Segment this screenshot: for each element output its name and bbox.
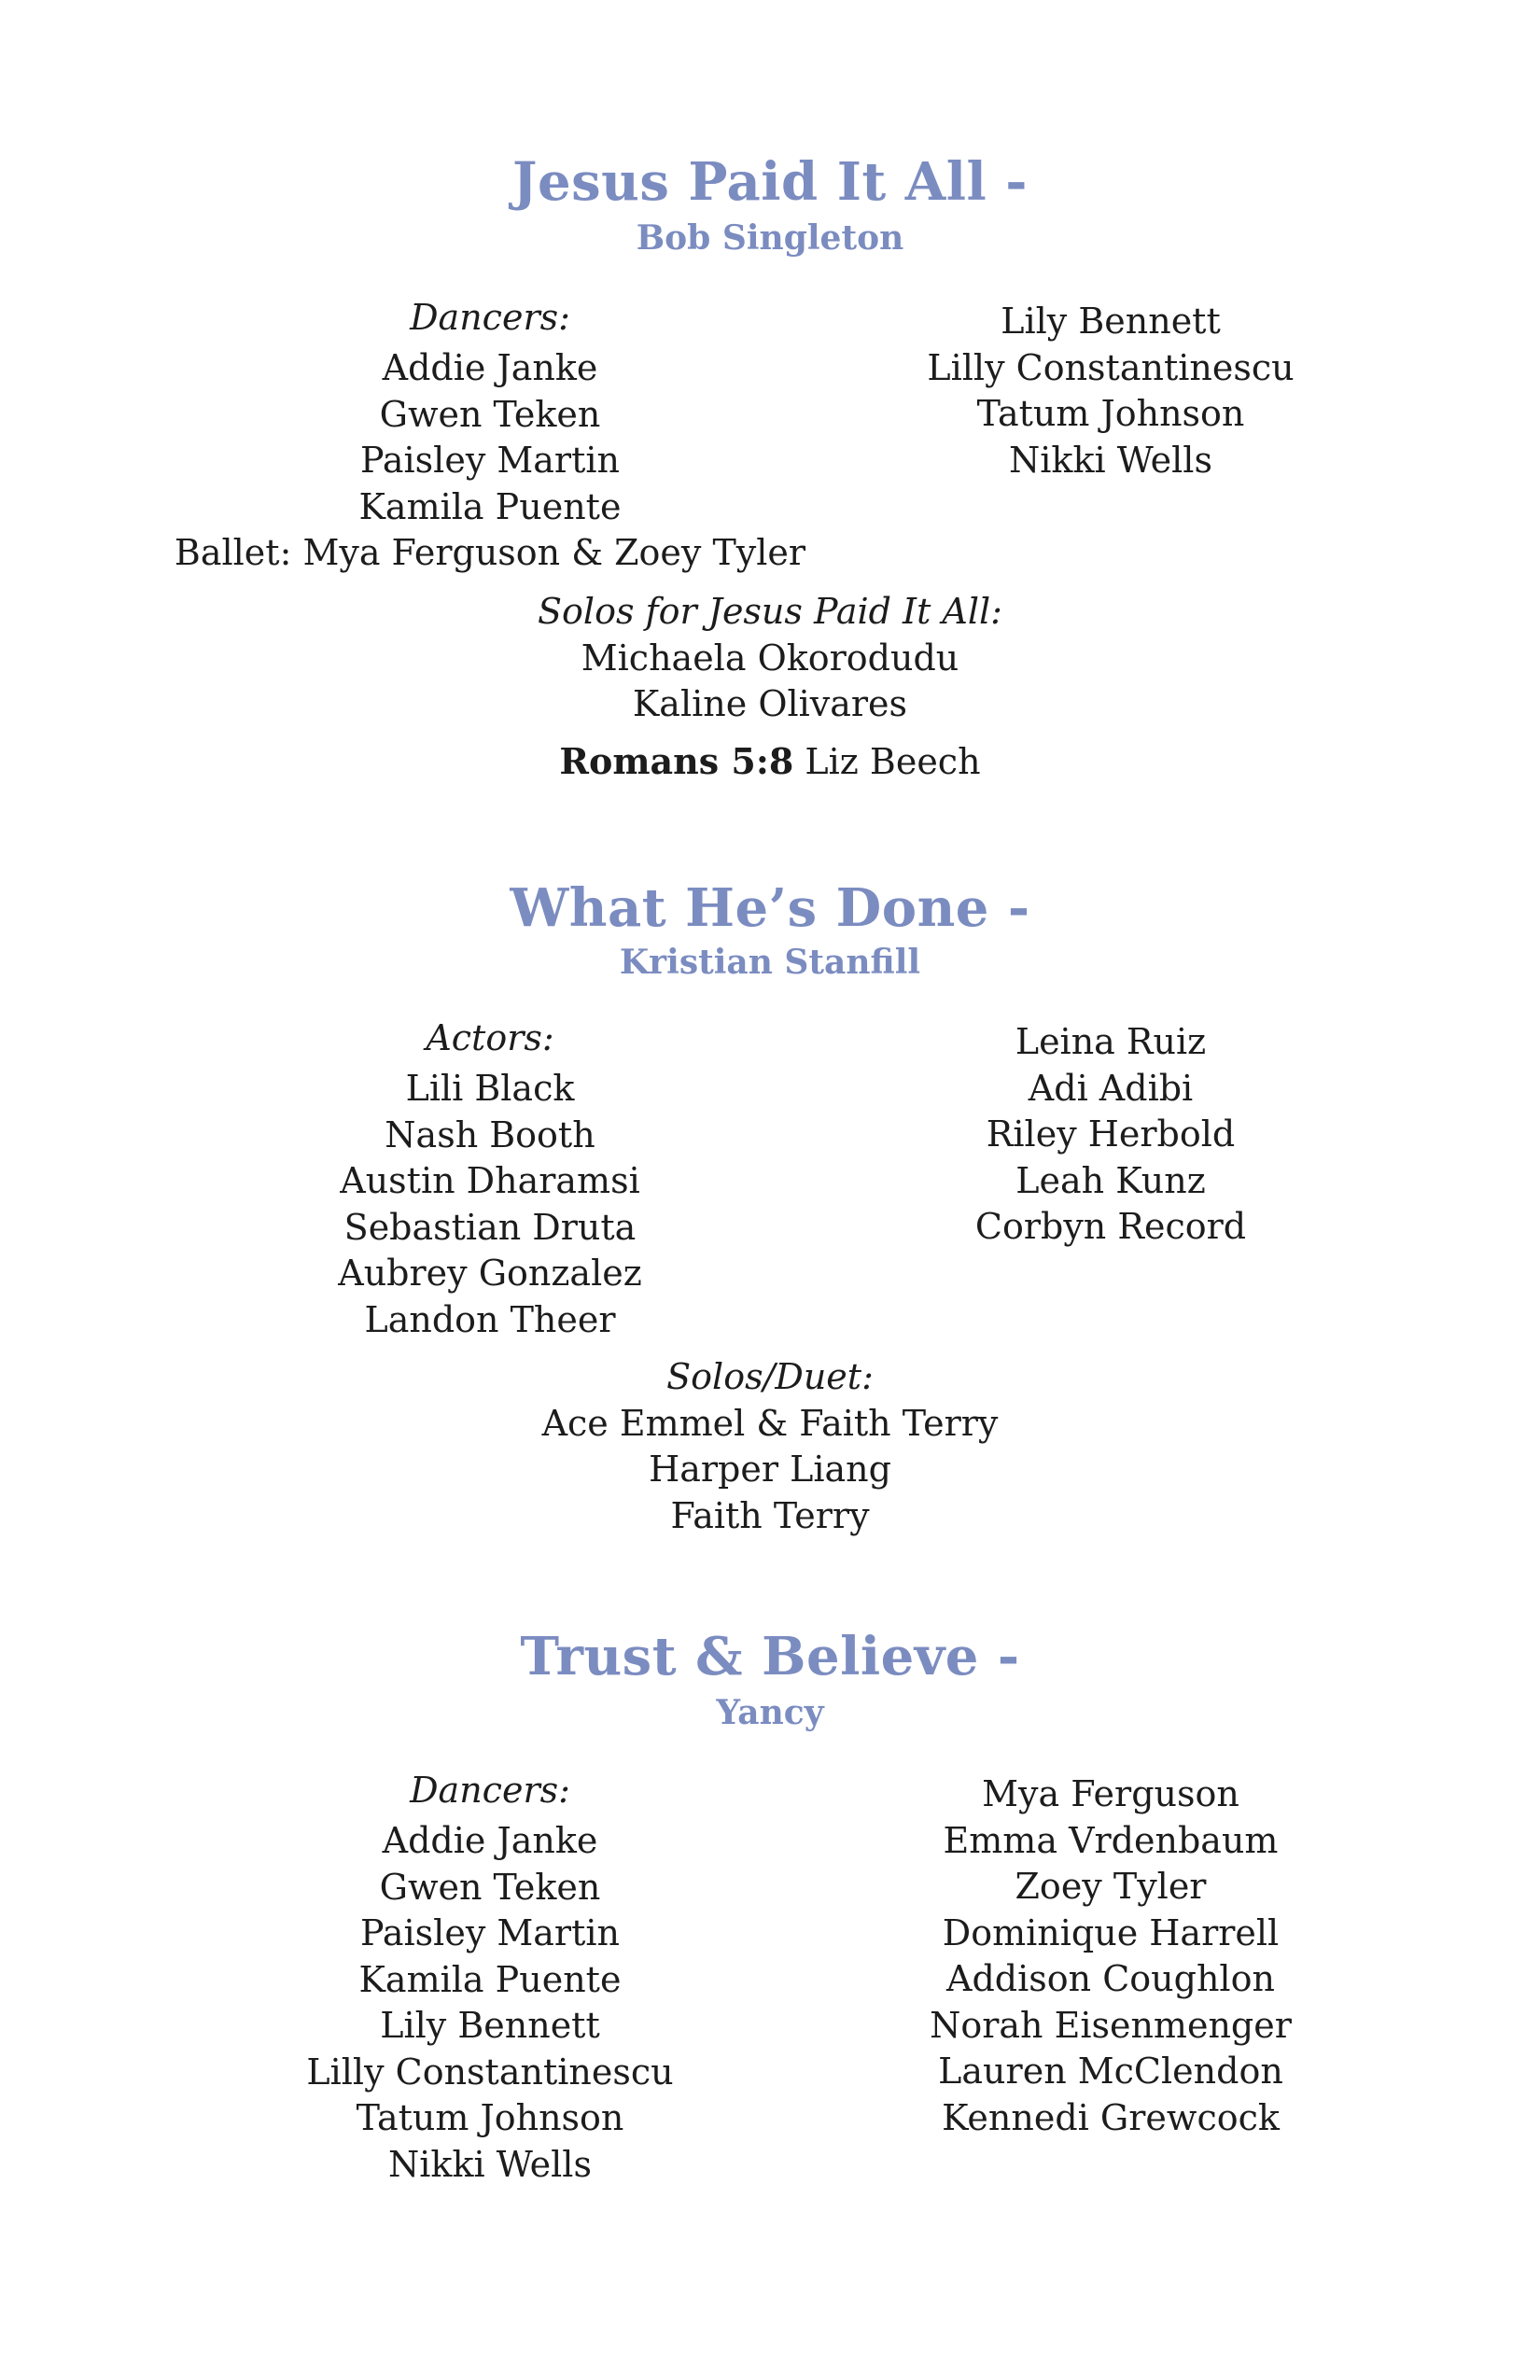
list-item: Lily Bennett: [1001, 301, 1221, 342]
list-item: Nikki Wells: [1009, 439, 1212, 481]
dancers-label: Dancers:: [410, 297, 570, 338]
list-item: Lily Bennett: [380, 2005, 600, 2046]
dancers-left-column: [280, 1762, 700, 2188]
list-item: Mya Ferguson: [982, 1773, 1239, 1814]
list-item: Lauren McClendon: [938, 2051, 1283, 2092]
dancers-label: Dancers:: [410, 1770, 570, 1811]
list-item: Leina Ruiz: [1015, 1021, 1207, 1062]
list-item: Ace Emmel & Faith Terry: [541, 1402, 999, 1444]
song-title-what-hes-done: What He’s Done -: [510, 877, 1030, 939]
list-item: Nash Booth: [385, 1113, 595, 1155]
list-item: Ballet: Mya Ferguson & Zoey Tyler: [174, 532, 806, 573]
list-item: Gwen Teken: [379, 393, 601, 435]
dancers-right-column: [896, 1771, 1325, 2141]
list-item: Kaline Olivares: [632, 683, 908, 724]
list-item: Norah Eisenmenger: [930, 2004, 1292, 2046]
list-item: Zoey Tyler: [1015, 1866, 1207, 1907]
list-item: Paisley Martin: [360, 440, 620, 481]
song-title-jesus-paid-it-all: Jesus Paid It All -: [512, 151, 1028, 213]
list-item: Kamila Puente: [358, 1958, 622, 2000]
list-item: Emma Vrdenbaum: [943, 1819, 1279, 1861]
list-item: Lilly Constantinescu: [927, 346, 1295, 388]
actors-right-column: [924, 1019, 1297, 1251]
song-artist-bob-singleton: Bob Singleton: [636, 218, 904, 258]
list-item: Leah Kunz: [1015, 1159, 1206, 1201]
actors-label: Actors:: [426, 1017, 554, 1058]
list-item: Faith Terry: [670, 1494, 870, 1536]
list-item: Aubrey Gonzalez: [338, 1253, 642, 1294]
list-item: Gwen Teken: [379, 1866, 601, 1908]
solos-block: [0, 589, 1540, 728]
list-item: Austin Dharamsi: [340, 1160, 640, 1201]
list-item: Addison Coughlon: [946, 1958, 1275, 1999]
list-item: Landon Theer: [364, 1298, 616, 1340]
list-item: Nikki Wells: [388, 2143, 592, 2185]
list-item: Sebastian Druta: [343, 1206, 637, 1248]
list-item: Kennedi Grewcock: [942, 2096, 1280, 2138]
scripture-reader: Liz Beech: [805, 741, 981, 782]
list-item: Addie Janke: [382, 347, 598, 388]
scripture-reference: Romans 5:8: [559, 740, 794, 782]
solos-duet-block: [0, 1354, 1540, 1539]
list-item: Adi Adibi: [1028, 1067, 1194, 1109]
song-title-trust-and-believe: Trust & Believe -: [520, 1626, 1020, 1687]
actors-left-column: [308, 1010, 672, 1343]
list-item: Kamila Puente: [358, 485, 622, 527]
dancers-left-column: [149, 289, 831, 577]
list-item: Riley Herbold: [986, 1113, 1236, 1155]
solos-duet-label: Solos/Duet:: [666, 1356, 874, 1397]
solos-label: Solos for Jesus Paid It All:: [538, 591, 1002, 632]
list-item: Lilly Constantinescu: [306, 2051, 674, 2093]
list-item: Harper Liang: [649, 1449, 891, 1490]
list-item: Michaela Okorodudu: [581, 637, 959, 679]
dancers-right-column: [868, 299, 1353, 483]
list-item: Addie Janke: [382, 1820, 598, 1861]
song-artist-yancy: Yancy: [716, 1693, 824, 1732]
song-artist-kristian-stanfill: Kristian Stanfill: [619, 943, 921, 982]
list-item: Corbyn Record: [974, 1206, 1247, 1247]
list-item: Tatum Johnson: [356, 2097, 624, 2138]
scripture-reading: [0, 740, 1540, 782]
list-item: Tatum Johnson: [976, 393, 1245, 434]
list-item: Lili Black: [405, 1068, 575, 1109]
list-item: Paisley Martin: [360, 1912, 620, 1953]
list-item: Dominique Harrell: [942, 1911, 1280, 1953]
